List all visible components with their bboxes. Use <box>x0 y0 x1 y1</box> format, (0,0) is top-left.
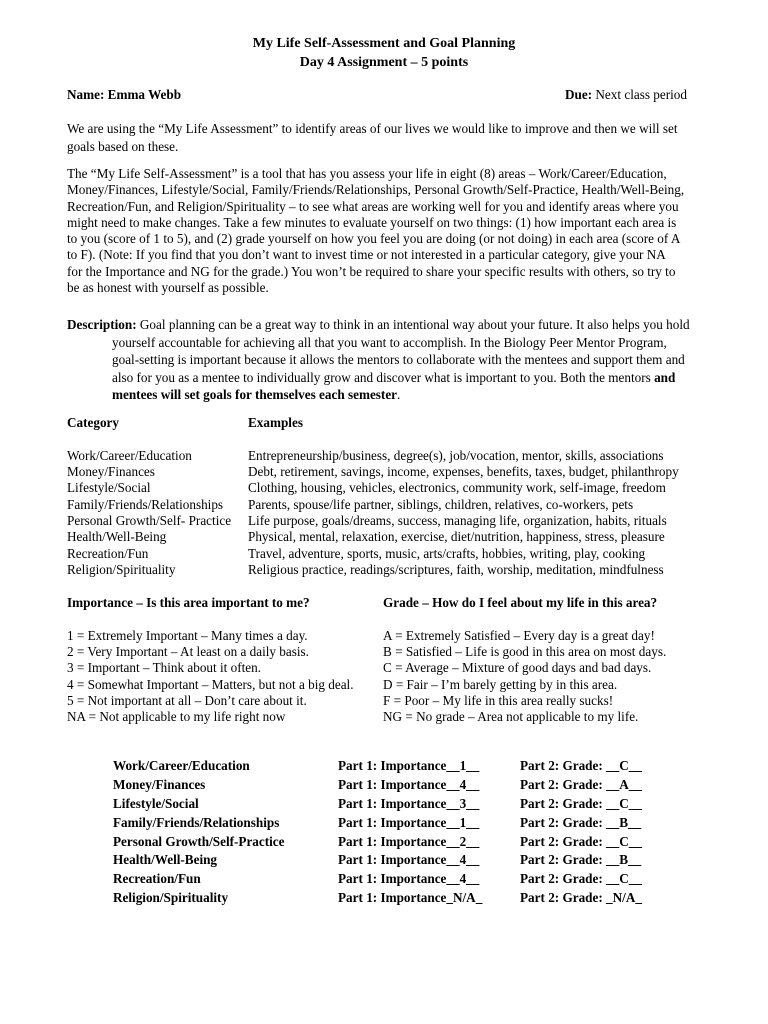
table-row <box>0 513 768 529</box>
importance-score: Part 1: Importance__2__ <box>338 834 480 849</box>
table-row <box>0 448 768 464</box>
grade-score: Part 2: Grade: __B__ <box>520 815 642 830</box>
grade-score: Part 2: Grade: __A__ <box>520 777 642 792</box>
intro-line: might need to make changes. Take a few minutes to evaluate yourself on two things: (1) how important each area is <box>67 214 677 230</box>
grade-item: C = Average – Mixture of good days and bad days. <box>383 660 652 675</box>
intro-paragraph-1: We are using the “My Life Assessment” to identify areas of our lives we would like to improve and then we will set goals based on these. <box>67 121 678 155</box>
score-row <box>0 758 768 774</box>
category-cell: Religion/Spirituality <box>67 562 176 577</box>
description-line-4 <box>112 370 675 386</box>
grade-score: Part 2: Grade: _N/A_ <box>520 890 642 905</box>
importance-score: Part 1: Importance__1__ <box>338 815 480 830</box>
score-row <box>0 777 768 793</box>
grade-score: Part 2: Grade: __C__ <box>520 871 642 886</box>
table-row <box>0 464 768 480</box>
description-line-2: yourself accountable for achieving all that you want to accomplish. In the Biology Peer Mentor Program, <box>112 335 667 350</box>
examples-cell: Clothing, housing, vehicles, electronics, community work, self-image, freedom <box>248 480 666 495</box>
name-label: Name: <box>67 87 105 102</box>
table-row <box>0 562 768 578</box>
category-cell: Health/Well-Being <box>67 529 167 544</box>
category-header: Category <box>67 415 119 430</box>
name-line <box>67 87 181 103</box>
document-title: My Life Self-Assessment and Goal Planning <box>252 36 516 51</box>
intro-line: for the Importance and NG for the grade.) You won’t be required to share your specific results with others, so try to <box>67 263 676 279</box>
score-row <box>0 834 768 850</box>
score-category: Personal Growth/Self-Practice <box>113 834 285 849</box>
importance-score: Part 1: Importance__3__ <box>338 796 480 811</box>
importance-score: Part 1: Importance_N/A_ <box>338 890 483 905</box>
table-row <box>0 480 768 496</box>
category-cell: Family/Friends/Relationships <box>67 497 224 512</box>
due-value: Next class period <box>595 87 687 102</box>
score-category: Family/Friends/Relationships <box>113 815 280 830</box>
legend-row <box>0 677 768 693</box>
category-cell: Work/Career/Education <box>67 448 192 463</box>
score-category: Religion/Spirituality <box>113 890 229 905</box>
grade-item: B = Satisfied – Life is good in this area on most days. <box>383 644 667 659</box>
grade-score: Part 2: Grade: __B__ <box>520 852 642 867</box>
examples-cell: Debt, retirement, savings, income, expenses, benefits, taxes, budget, philanthropy <box>248 464 679 479</box>
table-row <box>0 529 768 545</box>
grade-item: A = Extremely Satisfied – Every day is a great day! <box>383 628 655 643</box>
grade-score: Part 2: Grade: __C__ <box>520 834 642 849</box>
intro-line: The “My Life Self-Assessment” is a tool that has you assess your life in eight (8) areas – Work/Career/Education, <box>67 166 667 181</box>
intro-line: to F). (Note: If you find that you don’t want to invest time or not interested in a particular category, give your NA <box>67 247 666 263</box>
grade-heading: Grade – How do I feel about my life in this area? <box>383 595 658 610</box>
examples-cell: Life purpose, goals/dreams, success, managing life, organization, habits, rituals <box>248 513 667 528</box>
grade-score: Part 2: Grade: __C__ <box>520 796 642 811</box>
score-row <box>0 815 768 831</box>
description-line-3: goal-setting is important because it allows the mentors to collaborate with the mentees and support them and <box>112 352 685 367</box>
legend-row <box>0 709 768 725</box>
legend-row <box>0 628 768 644</box>
importance-score: Part 1: Importance__1__ <box>338 758 480 773</box>
table-row <box>0 497 768 513</box>
grade-item: NG = No grade – Area not applicable to my life. <box>383 709 639 724</box>
score-row <box>0 871 768 887</box>
legend-row <box>0 693 768 709</box>
examples-cell: Physical, mental, relaxation, exercise, diet/nutrition, happiness, stress, pleasure <box>248 529 665 544</box>
category-cell: Recreation/Fun <box>67 546 149 561</box>
grade-score: Part 2: Grade: __C__ <box>520 758 642 773</box>
score-row <box>0 890 768 906</box>
score-row <box>0 852 768 868</box>
category-cell: Money/Finances <box>67 464 155 479</box>
description-text: also for you as a mentee to individually grow and discover what is important to you. Both the mentors <box>112 370 655 385</box>
examples-cell: Religious practice, readings/scriptures, faith, worship, meditation, mindfulness <box>248 562 664 577</box>
score-category: Health/Well-Being <box>113 852 218 867</box>
examples-cell: Entrepreneurship/business, degree(s), job/vocation, mentor, skills, associations <box>248 448 664 463</box>
importance-item: 1 = Extremely Important – Many times a day. <box>67 628 308 643</box>
legend-row <box>0 660 768 676</box>
intro-line: be as honest with yourself as possible. <box>67 280 269 296</box>
category-cell: Lifestyle/Social <box>67 480 151 495</box>
table-row <box>0 546 768 562</box>
importance-item: 3 = Important – Think about it often. <box>67 660 261 675</box>
score-row <box>0 796 768 812</box>
categories-header <box>0 415 768 431</box>
grade-item: D = Fair – I’m barely getting by in this area. <box>383 677 618 692</box>
importance-score: Part 1: Importance__4__ <box>338 852 480 867</box>
description-text: . <box>397 387 401 402</box>
score-category: Lifestyle/Social <box>113 796 199 811</box>
name-value: Emma Webb <box>107 87 182 102</box>
intro-line: Recreation/Fun, and Religion/Spirituality – to see what areas are working well for you and identify areas where you <box>67 198 679 214</box>
importance-heading: Importance – Is this area important to me? <box>67 595 310 610</box>
intro-line: Money/Finances, Lifestyle/Social, Family/Friends/Relationships, Personal Growth/Self-Practice, Health/Well-Being, <box>67 182 685 198</box>
description-line-5 <box>112 387 400 403</box>
importance-score: Part 1: Importance__4__ <box>338 777 480 792</box>
grade-item: F = Poor – My life in this area really sucks! <box>383 693 614 708</box>
importance-item: NA = Not applicable to my life right now <box>67 709 286 724</box>
intro-line: to you (score of 1 to 5), and (2) grade yourself on how you feel you are doing (or not doing) in each area (score of A <box>67 231 681 247</box>
examples-cell: Travel, adventure, sports, music, arts/crafts, hobbies, writing, play, cooking <box>248 546 646 561</box>
legend-headings <box>0 595 768 611</box>
description-bold-text: and <box>654 370 676 385</box>
description-text: Goal planning can be a great way to think in an intentional way about your future. It also helps you hold <box>139 317 690 332</box>
score-category: Recreation/Fun <box>113 871 201 886</box>
intro-paragraph-2 <box>67 166 727 296</box>
description-bold-text: mentees will set goals for themselves each semester <box>112 387 398 402</box>
importance-item: 5 = Not important at all – Don’t care about it. <box>67 693 307 708</box>
examples-cell: Parents, spouse/life partner, siblings, children, relatives, co-workers, pets <box>248 497 634 512</box>
examples-header: Examples <box>248 415 303 430</box>
importance-score: Part 1: Importance__4__ <box>338 871 480 886</box>
description-label: Description: <box>67 317 137 332</box>
description-line-1 <box>67 317 690 333</box>
score-category: Money/Finances <box>113 777 206 792</box>
importance-item: 4 = Somewhat Important – Matters, but not a big deal. <box>67 677 354 692</box>
score-category: Work/Career/Education <box>113 758 250 773</box>
importance-item: 2 = Very Important – At least on a daily basis. <box>67 644 309 659</box>
due-label: Due: <box>565 87 593 102</box>
document-subtitle: Day 4 Assignment – 5 points <box>299 55 469 70</box>
due-line <box>565 87 687 103</box>
category-cell: Personal Growth/Self- Practice <box>67 513 232 528</box>
legend-row <box>0 644 768 660</box>
